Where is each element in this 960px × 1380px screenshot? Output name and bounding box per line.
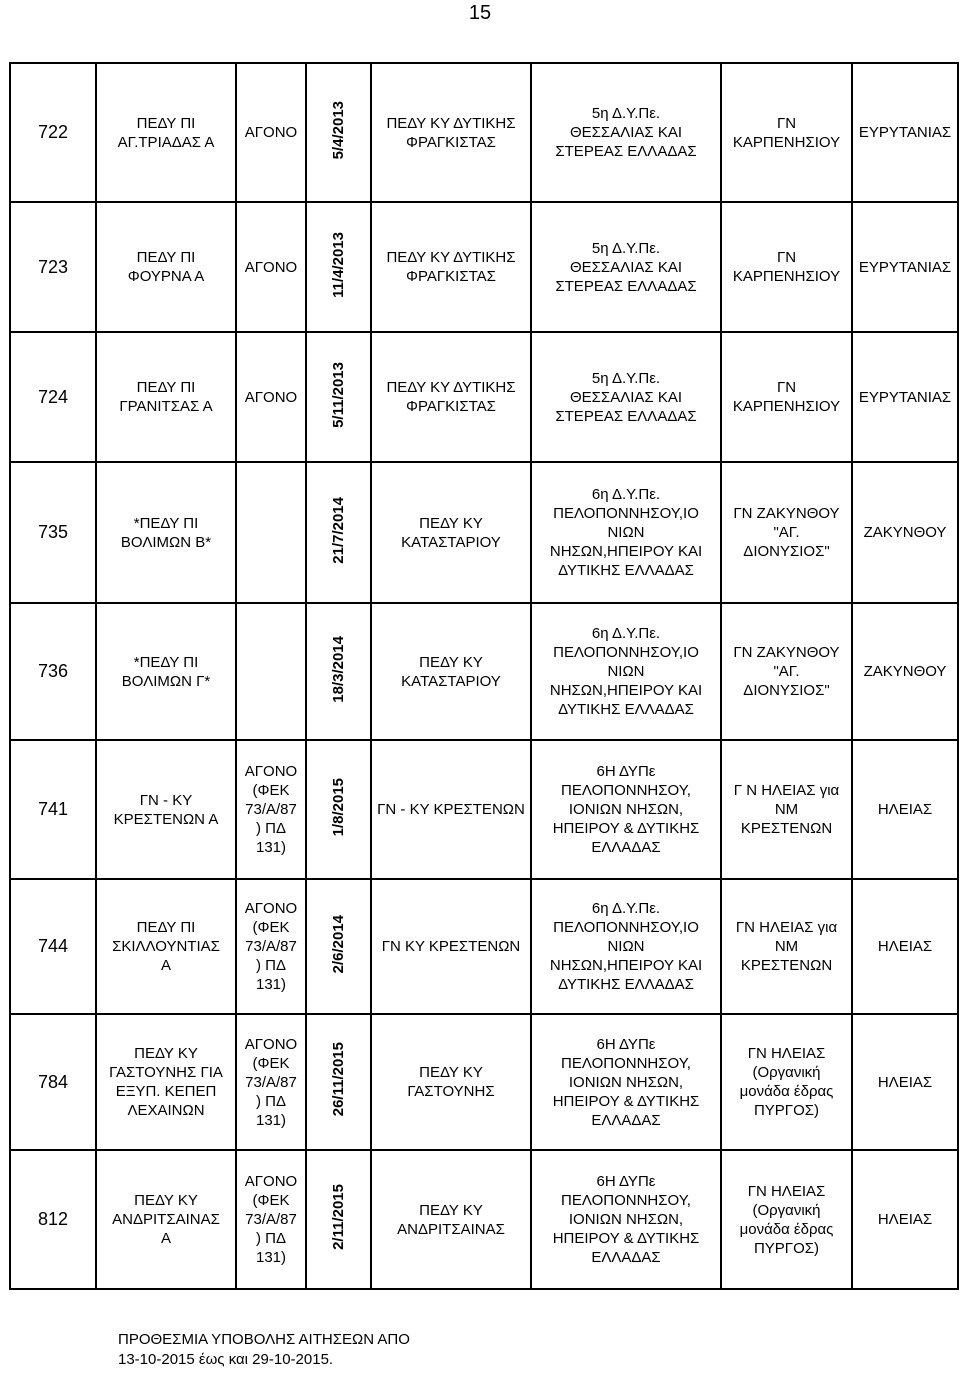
area-type-line: 73/Α/87: [245, 801, 297, 818]
hospital-line: Γ Ν ΗΛΕΙΑΣ για: [733, 782, 840, 799]
health-region-line: ΕΛΛΑΔΑΣ: [591, 1111, 661, 1129]
prefecture-cell: ΖΑΚΥΝΘΟΥ: [852, 603, 958, 740]
hospital-line: ΚΑΡΠΕΝΗΣΙΟΥ: [732, 268, 841, 285]
health-region-line: ΠΕΛΟΠΟΝΝΗΣΟΥ,ΙΟ: [553, 505, 699, 522]
area-type-line: ΑΓΟΝΟ: [244, 124, 298, 141]
date-cell: [306, 63, 371, 202]
date-text: 2/6/2014: [330, 914, 347, 974]
date-text: 18/3/2014: [330, 635, 347, 703]
position-cell: [96, 332, 236, 462]
health-region-line: ΝΗΣΩΝ,ΗΠΕΙΡΟΥ ΚΑΙ: [549, 543, 703, 560]
health-unit-line: ΠΕΔΥ ΚΥ: [419, 1201, 483, 1219]
hospital-cell: [721, 202, 852, 332]
health-region-cell: [531, 202, 721, 332]
area-type-cell: [236, 879, 306, 1014]
prefecture-cell: ΕΥΡΥΤΑΝΙΑΣ: [852, 202, 958, 332]
row-number-cell: 735: [10, 462, 96, 603]
health-region-line: 6Η ΔΥΠε: [596, 1035, 656, 1053]
date-text: 5/11/2013: [330, 361, 347, 428]
area-type-line: ) ΠΔ: [255, 957, 286, 974]
hospital-line: ΠΥΡΓΟΣ): [753, 1102, 820, 1119]
health-unit-line: ΦΡΑΓΚΙΣΤΑΣ: [406, 133, 496, 151]
hospital-line: "ΑΓ.: [773, 663, 800, 680]
health-region-line: ΘΕΣΣΑΛΙΑΣ ΚΑΙ: [569, 388, 683, 406]
health-unit-line: ΓΝ - ΚΥ ΚΡΕΣΤΕΝΩΝ: [377, 801, 525, 818]
hospital-cell: [721, 1150, 852, 1289]
health-region-line: ΔΥΤΙΚΗΣ ΕΛΛΑΔΑΣ: [558, 562, 694, 579]
date-cell: [306, 202, 371, 332]
area-type-cell: [236, 1150, 306, 1289]
date-cell: [306, 879, 371, 1014]
health-unit-cell: [371, 1150, 531, 1289]
positions-table: [9, 62, 959, 1290]
date-cell: [306, 1150, 371, 1289]
health-region-line: ΗΠΕΙΡΟΥ & ΔΥΤΙΚΗΣ: [552, 1230, 700, 1247]
area-type-line: ΑΓΟΝΟ: [244, 388, 298, 406]
position-line: ΓΝ - ΚΥ: [139, 791, 193, 809]
health-region-line: ΗΠΕΙΡΟΥ & ΔΥΤΙΚΗΣ: [552, 820, 700, 837]
table-row: [10, 879, 958, 1014]
health-region-cell: [531, 63, 721, 202]
position-line: *ΠΕΔΥ ΠΙ: [133, 514, 199, 532]
position-line: ΒΟΛΙΜΩΝ Β*: [120, 533, 212, 551]
health-region-line: ΙΟΝΙΩΝ ΝΗΣΩΝ,: [568, 1073, 684, 1091]
area-type-line: 131): [255, 1111, 287, 1129]
deadline-line-1: ΠΡΟΘΕΣΜΙΑ ΥΠΟΒΟΛΗΣ ΑΙΤΗΣΕΩΝ ΑΠΟ: [118, 1331, 410, 1348]
area-type-line: 73/Α/87: [245, 938, 297, 955]
deadline-line-2: 13-10-2015 έως και 29-10-2015.: [118, 1351, 334, 1368]
hospital-line: ΚΡΕΣΤΕΝΩΝ: [740, 957, 833, 974]
health-region-line: ΔΥΤΙΚΗΣ ΕΛΛΑΔΑΣ: [558, 976, 694, 993]
area-type-line: (ΦΕΚ: [252, 919, 290, 936]
date-text: 5/4/2013: [330, 100, 347, 160]
prefecture-cell: ΗΛΕΙΑΣ: [852, 879, 958, 1014]
page-number: 15: [468, 2, 492, 24]
hospital-line: (Οργανική: [752, 1201, 821, 1219]
table-row: [10, 63, 958, 202]
health-region-line: ΣΤΕΡΕΑΣ ΕΛΛΑΔΑΣ: [555, 143, 697, 160]
health-unit-line: ΠΕΔΥ ΚΥ: [419, 514, 483, 532]
area-type-line: (ΦΕΚ: [252, 1192, 290, 1209]
row-number-cell: 723: [10, 202, 96, 332]
health-region-cell: [531, 462, 721, 603]
table-row: [10, 332, 958, 462]
position-line: ΑΝΔΡΙΤΣΑΙΝΑΣ: [112, 1211, 220, 1228]
hospital-line: ΓΝ ΗΛΕΙΑΣ: [747, 1045, 826, 1062]
health-region-cell: [531, 740, 721, 879]
health-region-line: ΝΗΣΩΝ,ΗΠΕΙΡΟΥ ΚΑΙ: [549, 682, 703, 699]
area-type-cell: [236, 462, 306, 603]
health-region-line: 5η Δ.Υ.Πε.: [591, 105, 661, 122]
hospital-line: μονάδα έδρας: [739, 1220, 834, 1238]
hospital-line: ΔΙΟΝΥΣΙΟΣ": [743, 543, 830, 560]
health-unit-line: ΠΕΔΥ ΚΥ ΔΥΤΙΚΗΣ: [386, 379, 516, 396]
health-region-line: ΝΙΩΝ: [607, 938, 645, 955]
area-type-line: ) ΠΔ: [255, 820, 286, 837]
position-line: ΠΕΔΥ ΚΥ: [134, 1192, 198, 1209]
hospital-line: ΓΝ: [776, 249, 797, 266]
date-text: 21/7/2014: [330, 496, 347, 564]
hospital-cell: [721, 462, 852, 603]
position-line: ΚΡΕΣΤΕΝΩΝ Α: [113, 810, 219, 828]
health-region-line: 6Η ΔΥΠε: [596, 1173, 656, 1190]
row-number-cell: 741: [10, 740, 96, 879]
health-region-line: 6Η ΔΥΠε: [596, 763, 656, 780]
area-type-line: ΑΓΟΝΟ: [244, 1173, 298, 1190]
health-region-line: ΝΗΣΩΝ,ΗΠΕΙΡΟΥ ΚΑΙ: [549, 957, 703, 974]
hospital-cell: [721, 63, 852, 202]
health-unit-line: ΦΡΑΓΚΙΣΤΑΣ: [406, 398, 496, 415]
position-line: ΛΕΧΑΙΝΩΝ: [127, 1102, 205, 1119]
health-unit-cell: [371, 740, 531, 879]
prefecture-cell: ΗΛΕΙΑΣ: [852, 740, 958, 879]
health-region-line: ΣΤΕΡΕΑΣ ΕΛΛΑΔΑΣ: [555, 277, 697, 295]
position-line: ΠΕΔΥ ΠΙ: [136, 114, 196, 132]
health-region-cell: [531, 332, 721, 462]
position-line: ΦΟΥΡΝΑ Α: [127, 268, 205, 285]
health-region-cell: [531, 1150, 721, 1289]
health-region-line: 6η Δ.Υ.Πε.: [591, 900, 661, 917]
health-unit-line: ΓΑΣΤΟΥΝΗΣ: [407, 1083, 495, 1100]
health-region-line: ΣΤΕΡΕΑΣ ΕΛΛΑΔΑΣ: [555, 407, 697, 425]
hospital-line: (Οργανική: [752, 1064, 821, 1081]
health-unit-line: ΚΑΤΑΣΤΑΡΙΟΥ: [401, 533, 501, 551]
position-cell: [96, 603, 236, 740]
area-type-line: 73/Α/87: [245, 1211, 297, 1228]
hospital-line: ΓΝ: [776, 114, 797, 132]
health-region-line: ΠΕΛΟΠΟΝΝΗΣΟΥ,ΙΟ: [553, 644, 699, 661]
area-type-line: 131): [255, 976, 287, 993]
position-line: ΓΡΑΝΙΤΣΑΣ Α: [119, 398, 213, 415]
area-type-line: ΑΓΟΝΟ: [244, 763, 298, 780]
health-region-line: ΙΟΝΙΩΝ ΝΗΣΩΝ,: [568, 801, 684, 818]
position-cell: [96, 462, 236, 603]
health-unit-cell: [371, 63, 531, 202]
health-region-line: 5η Δ.Υ.Πε.: [591, 369, 661, 387]
health-region-line: ΘΕΣΣΑΛΙΑΣ ΚΑΙ: [569, 258, 683, 276]
position-line: ΑΓ.ΤΡΙΑΔΑΣ Α: [117, 133, 215, 151]
health-region-line: ΔΥΤΙΚΗΣ ΕΛΛΑΔΑΣ: [558, 701, 694, 718]
position-line: ΒΟΛΙΜΩΝ Γ*: [121, 672, 211, 690]
health-region-line: ΕΛΛΑΔΑΣ: [591, 839, 661, 856]
position-line: ΠΕΔΥ ΠΙ: [136, 919, 196, 936]
health-region-line: ΙΟΝΙΩΝ ΝΗΣΩΝ,: [568, 1211, 684, 1228]
position-line: ΠΕΔΥ ΠΙ: [136, 379, 196, 396]
area-type-line: 131): [255, 839, 287, 856]
hospital-line: ΝΜ: [774, 801, 799, 818]
table-row: [10, 1014, 958, 1150]
date-text: 26/11/2015: [330, 1042, 347, 1117]
prefecture-cell: ΕΥΡΥΤΑΝΙΑΣ: [852, 63, 958, 202]
area-type-cell: [236, 603, 306, 740]
area-type-cell: [236, 63, 306, 202]
position-line: ΣΚΙΛΛΟΥΝΤΙΑΣ: [112, 938, 220, 955]
table-row: [10, 603, 958, 740]
area-type-line: ) ΠΔ: [255, 1092, 286, 1110]
position-cell: [96, 202, 236, 332]
table-row: [10, 740, 958, 879]
area-type-line: ) ΠΔ: [255, 1230, 286, 1247]
row-number-cell: 784: [10, 1014, 96, 1150]
hospital-line: ΓΝ ΖΑΚΥΝΘΟΥ: [733, 644, 840, 661]
hospital-cell: [721, 740, 852, 879]
health-unit-line: ΠΕΔΥ ΚΥ: [419, 1064, 483, 1081]
hospital-cell: [721, 879, 852, 1014]
position-cell: [96, 740, 236, 879]
date-cell: [306, 332, 371, 462]
area-type-line: ΑΓΟΝΟ: [244, 258, 298, 276]
row-number-cell: 722: [10, 63, 96, 202]
table-row: [10, 462, 958, 603]
hospital-line: ΠΥΡΓΟΣ): [753, 1239, 820, 1257]
area-type-line: ΑΓΟΝΟ: [244, 1035, 298, 1053]
health-unit-line: ΦΡΑΓΚΙΣΤΑΣ: [406, 268, 496, 285]
position-cell: [96, 1150, 236, 1289]
health-unit-cell: [371, 202, 531, 332]
health-region-line: ΝΙΩΝ: [607, 663, 645, 680]
health-region-cell: [531, 603, 721, 740]
health-unit-line: ΑΝΔΡΙΤΣΑΙΝΑΣ: [397, 1220, 505, 1238]
row-number-cell: 736: [10, 603, 96, 740]
hospital-line: μονάδα έδρας: [739, 1083, 834, 1100]
health-region-line: ΠΕΛΟΠΟΝΝΗΣΟΥ,: [561, 1054, 691, 1072]
area-type-line: ΑΓΟΝΟ: [244, 900, 298, 917]
hospital-line: ΚΡΕΣΤΕΝΩΝ: [740, 820, 833, 837]
date-cell: [306, 1014, 371, 1150]
health-region-line: 5η Δ.Υ.Πε.: [591, 239, 661, 257]
health-unit-line: ΠΕΔΥ ΚΥ: [419, 653, 483, 671]
deadline-note: [118, 1330, 410, 1370]
hospital-line: "ΑΓ.: [773, 524, 800, 541]
date-text: 11/4/2013: [330, 231, 347, 298]
position-line: Α: [160, 957, 171, 974]
hospital-line: ΔΙΟΝΥΣΙΟΣ": [743, 682, 830, 699]
date-text: 1/8/2015: [330, 777, 347, 837]
hospital-line: ΝΜ: [774, 938, 799, 955]
health-region-line: 6η Δ.Υ.Πε.: [591, 625, 661, 642]
area-type-cell: [236, 1014, 306, 1150]
health-unit-line: ΓΝ ΚΥ ΚΡΕΣΤΕΝΩΝ: [381, 938, 521, 955]
date-cell: [306, 603, 371, 740]
health-region-line: ΗΠΕΙΡΟΥ & ΔΥΤΙΚΗΣ: [552, 1092, 700, 1110]
area-type-cell: [236, 740, 306, 879]
health-region-cell: [531, 879, 721, 1014]
health-unit-line: ΚΑΤΑΣΤΑΡΙΟΥ: [401, 672, 501, 690]
hospital-cell: [721, 1014, 852, 1150]
hospital-line: ΓΝ ΖΑΚΥΝΘΟΥ: [733, 505, 840, 522]
health-region-line: 6η Δ.Υ.Πε.: [591, 486, 661, 503]
position-cell: [96, 63, 236, 202]
health-region-line: ΠΕΛΟΠΟΝΝΗΣΟΥ,: [561, 1192, 691, 1209]
position-line: Α: [160, 1230, 171, 1247]
health-region-line: ΠΕΛΟΠΟΝΝΗΣΟΥ,: [561, 782, 691, 799]
row-number-cell: 812: [10, 1150, 96, 1289]
prefecture-cell: ΕΥΡΥΤΑΝΙΑΣ: [852, 332, 958, 462]
prefecture-cell: ΗΛΕΙΑΣ: [852, 1014, 958, 1150]
health-region-line: ΕΛΛΑΔΑΣ: [591, 1249, 661, 1266]
date-cell: [306, 740, 371, 879]
health-unit-line: ΠΕΔΥ ΚΥ ΔΥΤΙΚΗΣ: [386, 249, 516, 266]
position-cell: [96, 879, 236, 1014]
table-row: [10, 1150, 958, 1289]
hospital-line: ΓΝ: [776, 379, 797, 396]
area-type-cell: [236, 332, 306, 462]
health-unit-cell: [371, 879, 531, 1014]
area-type-line: 73/Α/87: [245, 1073, 297, 1091]
hospital-line: ΚΑΡΠΕΝΗΣΙΟΥ: [732, 133, 841, 151]
health-region-line: ΘΕΣΣΑΛΙΑΣ ΚΑΙ: [569, 124, 683, 141]
hospital-line: ΚΑΡΠΕΝΗΣΙΟΥ: [732, 398, 841, 415]
position-cell: [96, 1014, 236, 1150]
position-line: ΠΕΔΥ ΠΙ: [136, 249, 196, 266]
row-number-cell: 744: [10, 879, 96, 1014]
position-line: ΕΞΥΠ. ΚΕΠΕΠ: [115, 1083, 217, 1100]
health-unit-cell: [371, 462, 531, 603]
area-type-line: (ΦΕΚ: [252, 1054, 290, 1072]
row-number-cell: 724: [10, 332, 96, 462]
area-type-line: (ΦΕΚ: [252, 782, 290, 799]
date-text: 2/11/2015: [330, 1184, 347, 1250]
health-unit-line: ΠΕΔΥ ΚΥ ΔΥΤΙΚΗΣ: [386, 114, 516, 132]
hospital-cell: [721, 603, 852, 740]
health-unit-cell: [371, 603, 531, 740]
health-unit-cell: [371, 1014, 531, 1150]
area-type-line: 131): [255, 1249, 287, 1266]
position-line: ΓΑΣΤΟΥΝΗΣ ΓΙΑ: [109, 1064, 223, 1081]
hospital-line: ΓΝ ΗΛΕΙΑΣ: [747, 1182, 826, 1200]
position-line: ΠΕΔΥ ΚΥ: [134, 1045, 198, 1062]
health-region-line: ΝΙΩΝ: [607, 524, 645, 541]
position-line: *ΠΕΔΥ ΠΙ: [133, 653, 199, 671]
health-region-line: ΠΕΛΟΠΟΝΝΗΣΟΥ,ΙΟ: [553, 919, 699, 936]
health-unit-cell: [371, 332, 531, 462]
prefecture-cell: ΖΑΚΥΝΘΟΥ: [852, 462, 958, 603]
health-region-cell: [531, 1014, 721, 1150]
table-body: [10, 63, 958, 1289]
hospital-line: ΓΝ ΗΛΕΙΑΣ για: [735, 919, 838, 936]
prefecture-cell: ΗΛΕΙΑΣ: [852, 1150, 958, 1289]
date-cell: [306, 462, 371, 603]
area-type-cell: [236, 202, 306, 332]
hospital-cell: [721, 332, 852, 462]
table-row: [10, 202, 958, 332]
